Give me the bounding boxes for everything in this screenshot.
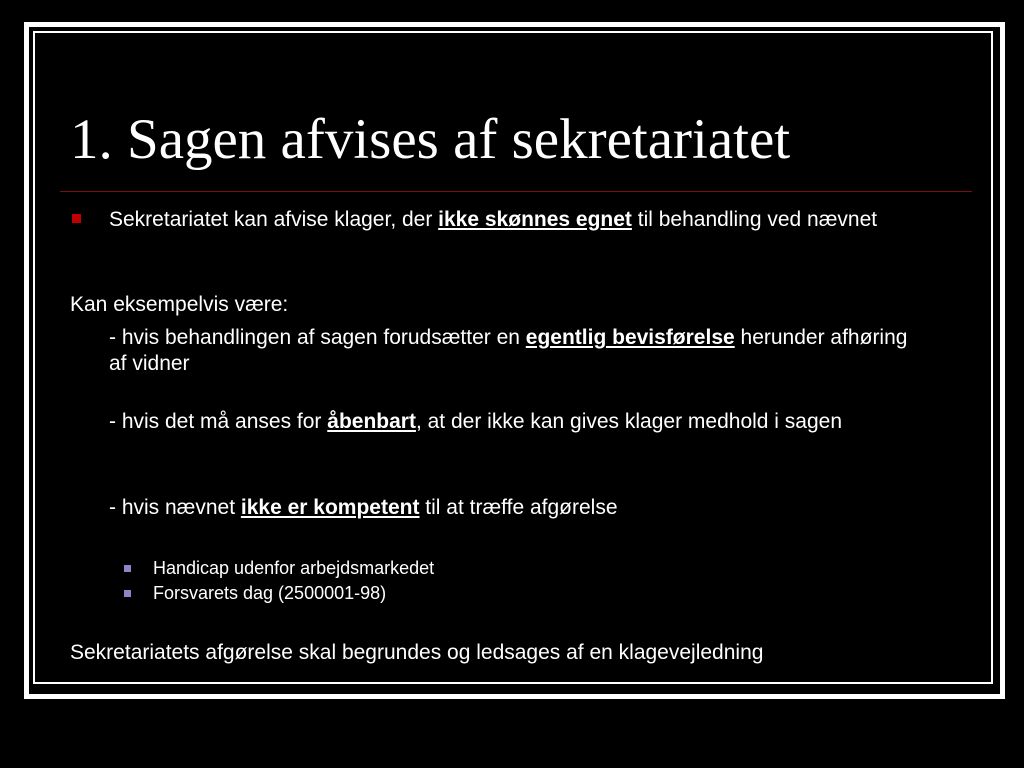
bullet-text-1: [109, 207, 979, 233]
slide-title: 1. Sagen afvises af sekretariatet: [70, 108, 791, 171]
square-bullet-icon: [124, 590, 131, 597]
closing-text: Sekretariatets afgørelse skal begrundes og ledsages af en klagevejledning: [70, 641, 764, 664]
square-bullet-icon: [72, 214, 81, 223]
bullet-text-1-pre: Sekretariatet kan afvise klager, der: [109, 208, 439, 231]
item-text-2-pre: - hvis det må anses for: [109, 410, 328, 433]
intro-text: Kan eksempelvis være:: [70, 293, 289, 316]
sub-bullet-text-1: Handicap udenfor arbejdsmarkedet: [153, 558, 435, 578]
item-text-2-post: , at der ikke kan gives klager medhold i sagen: [415, 410, 843, 433]
item-text-3: [109, 495, 618, 521]
item-text-1-emphasis: egentlig bevisførelse: [525, 326, 735, 349]
item-text-1-post: herunder afhøring af vidner: [109, 326, 908, 375]
square-bullet-icon: [124, 565, 131, 572]
item-text-1-pre: - hvis behandlingen af sagen forudsætter en: [109, 326, 526, 349]
title-underline: [60, 191, 972, 192]
bullet-text-1-post: til behandling ved nævnet: [631, 208, 878, 231]
item-text-3-pre: - hvis nævnet: [109, 496, 241, 519]
bullet-text-1-emphasis: ikke skønnes egnet: [438, 208, 632, 231]
item-text-3-post: til at træffe afgørelse: [419, 496, 618, 519]
item-text-2-emphasis: åbenbart: [327, 410, 416, 433]
item-text-3-emphasis: ikke er kompetent: [240, 496, 420, 519]
sub-bullet-text-2: Forsvarets dag (2500001-98): [153, 583, 387, 603]
item-text-2: [109, 409, 949, 435]
item-text-1: [109, 325, 929, 377]
